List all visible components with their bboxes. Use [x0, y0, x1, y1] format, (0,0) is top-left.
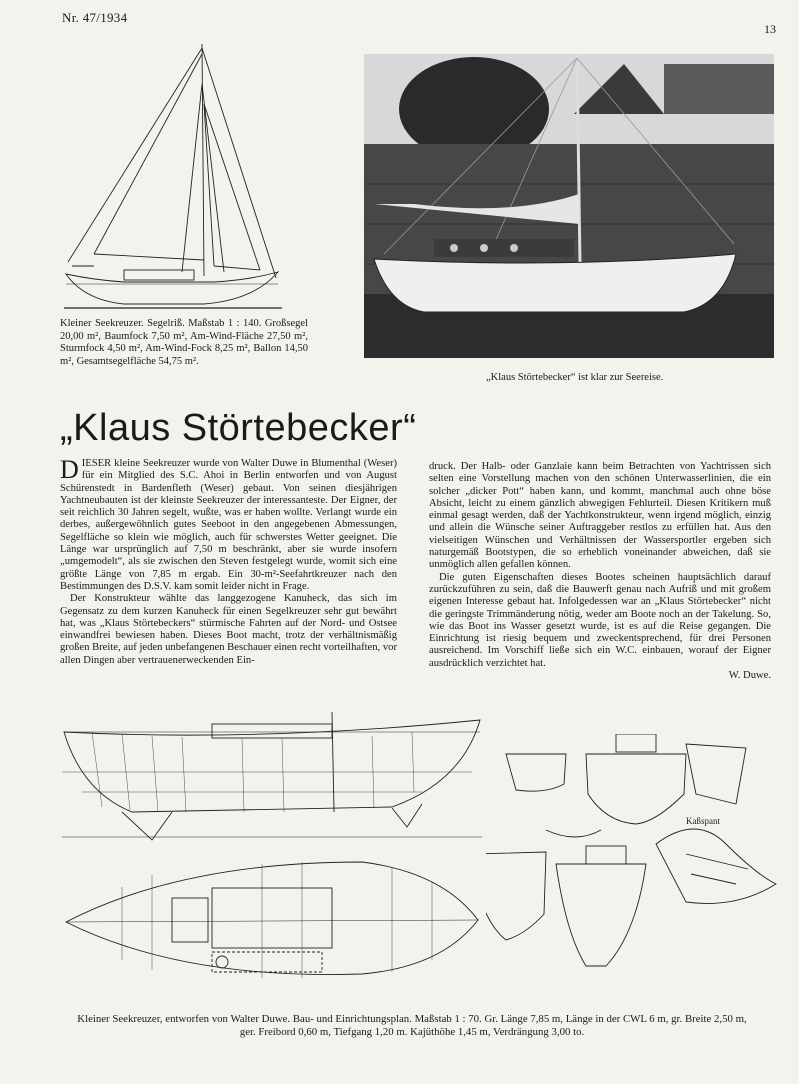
- article-title: „Klaus Störtebecker“: [60, 407, 417, 449]
- paragraph-1: DIESER kleine Seekreuzer wurde von Walter Duwe in Blumenthal (Weser) für ein Mitglied des S.C. Ahoi in Berlin entworfen und von August Schürenstedt in Bardenfleth (Weser) gebaut. Von seinen diesjährigen Yachtneubauten ist der kleinste Seekreuzer der interessanteste. Der Eigner, der seit reichlich 30 Jahren segelt, wußte, was er haben wollte. Verlangt wurde ein derbes, außergewöhnlich gutes Seeboot in den angegebenen Abmessungen, Segelfläche so klein wie möglich, auch für schwerstes Wetter geeignet. Die Länge war ursprünglich auf 7,50 m beschränkt, aber sie wurde insofern „umgemodelt“, als sie zwischen den Steven festgelegt wurde, womit sich eine größte Länge von 7,85 m ergab. Ein 30-m²-Seefahrtkreuzer nach den Bestimmungen des D.S.V. kam somit leider nicht in Frage.: [60, 455, 397, 592]
- issue-number: Nr. 47/1934: [62, 10, 128, 25]
- paragraph-4: Die guten Eigenschaften dieses Bootes scheinen hauptsächlich darauf zurückzuführen zu sein, daß die Bauwerft genau nach Aufriß und mit großem eigenen Interesse gebaut hat. Infolgedessen war an „Klaus Störtebecker“ nicht die geringste Trimmänderung nötig, weder am Boote noch an der Takelung. So, wie das Boot ins Wasser gesetzt wurde, ist es auf die Reise gegangen. Die Einrichtung ist riesig bequem und zweckentsprechend, für drei Personen ausreichend. Im Vorschiff ließe sich ein W.C. einbauen, worauf der Eigner ausdrücklich verzichtet hat.: [429, 571, 771, 669]
- article-column-1: [60, 455, 397, 667]
- article-column-2: [429, 461, 771, 682]
- cross-sections-drawing: [486, 734, 782, 1004]
- plan-caption: Kleiner Seekreuzer, entworfen von Walter Duwe. Bau- und Einrichtungsplan. Maßstab 1 : 70. Gr. Länge 7,85 m, Länge in der CWL 6 m, gr. Breite 2,50 m, ger. Freibord 0,60 m, Tiefgang 1,20 m. Kajüthöhe 1,45 m, Verdrängung 3,00 to.: [77, 1013, 747, 1038]
- construction-plan-drawing: [62, 712, 482, 1008]
- sail-plan-caption: Kleiner Seekreuzer. Segelriß. Maßstab 1 : 140. Großsegel 20,00 m², Baumfock 7,50 m², Am-Wind-Fläche 27,50 m², Sturmfock 4,50 m², Am-Wind-Fock 8,25 m², Ballon 14,50 m², Gesamtsegelfläche 54,75 m².: [60, 318, 308, 367]
- author-signature: W. Duwe.: [728, 670, 771, 682]
- boat-photo: [364, 54, 774, 358]
- section-label: Kaßspant: [686, 816, 720, 826]
- sail-plan-drawing: [64, 44, 282, 312]
- paragraph-2: Der Konstrukteur wählte das langgezogene Kanuheck, das sich im Gegensatz zu dem kurzen Kanuheck für einen Segelkreuzer sehr gut bewährt hat, was „Klaus Störtebeckers“ stürmische Fahrten auf der Nord- und Ostsee einwandfrei bewiesen haben. Dieses Boot macht, trotz der verhältnismäßig großen Breite, auf jeden unbefangenen Beschauer einen recht vorteilhaften, vor allen Dingen aber vertrauenerweckenden Ein-: [60, 593, 397, 666]
- drop-cap: D: [60, 455, 79, 484]
- paragraph-3: druck. Der Halb- oder Ganzlaie kann beim Betrachten von Yachtrissen sich selten eine Vorstellung machen von den schönen Unterwasserlinien, die ein solcher „dicker Pott“ haben kann, und kommt, manchmal auch ohne böse Absicht, leicht zu einem gänzlich abwegigen Fehlurteil. Diesen Kritikern muß einmal gesagt werden, daß der Yachtkonstrukteur, wenn irgend möglich, einzig und allein die Wünsche seiner Auftraggeber restlos zu erfüllen hat. Aus den vielseitigen Wünschen und Verhältnissen der Wassersportler ergeben sich naturgemäß Bootstypen, die so erheblich voneinander abweichen, daß sie unmöglich allen gefallen können.: [429, 461, 771, 571]
- photo-caption: „Klaus Störtebecker“ ist klar zur Seereise.: [486, 372, 664, 383]
- page-number: 13: [764, 22, 776, 36]
